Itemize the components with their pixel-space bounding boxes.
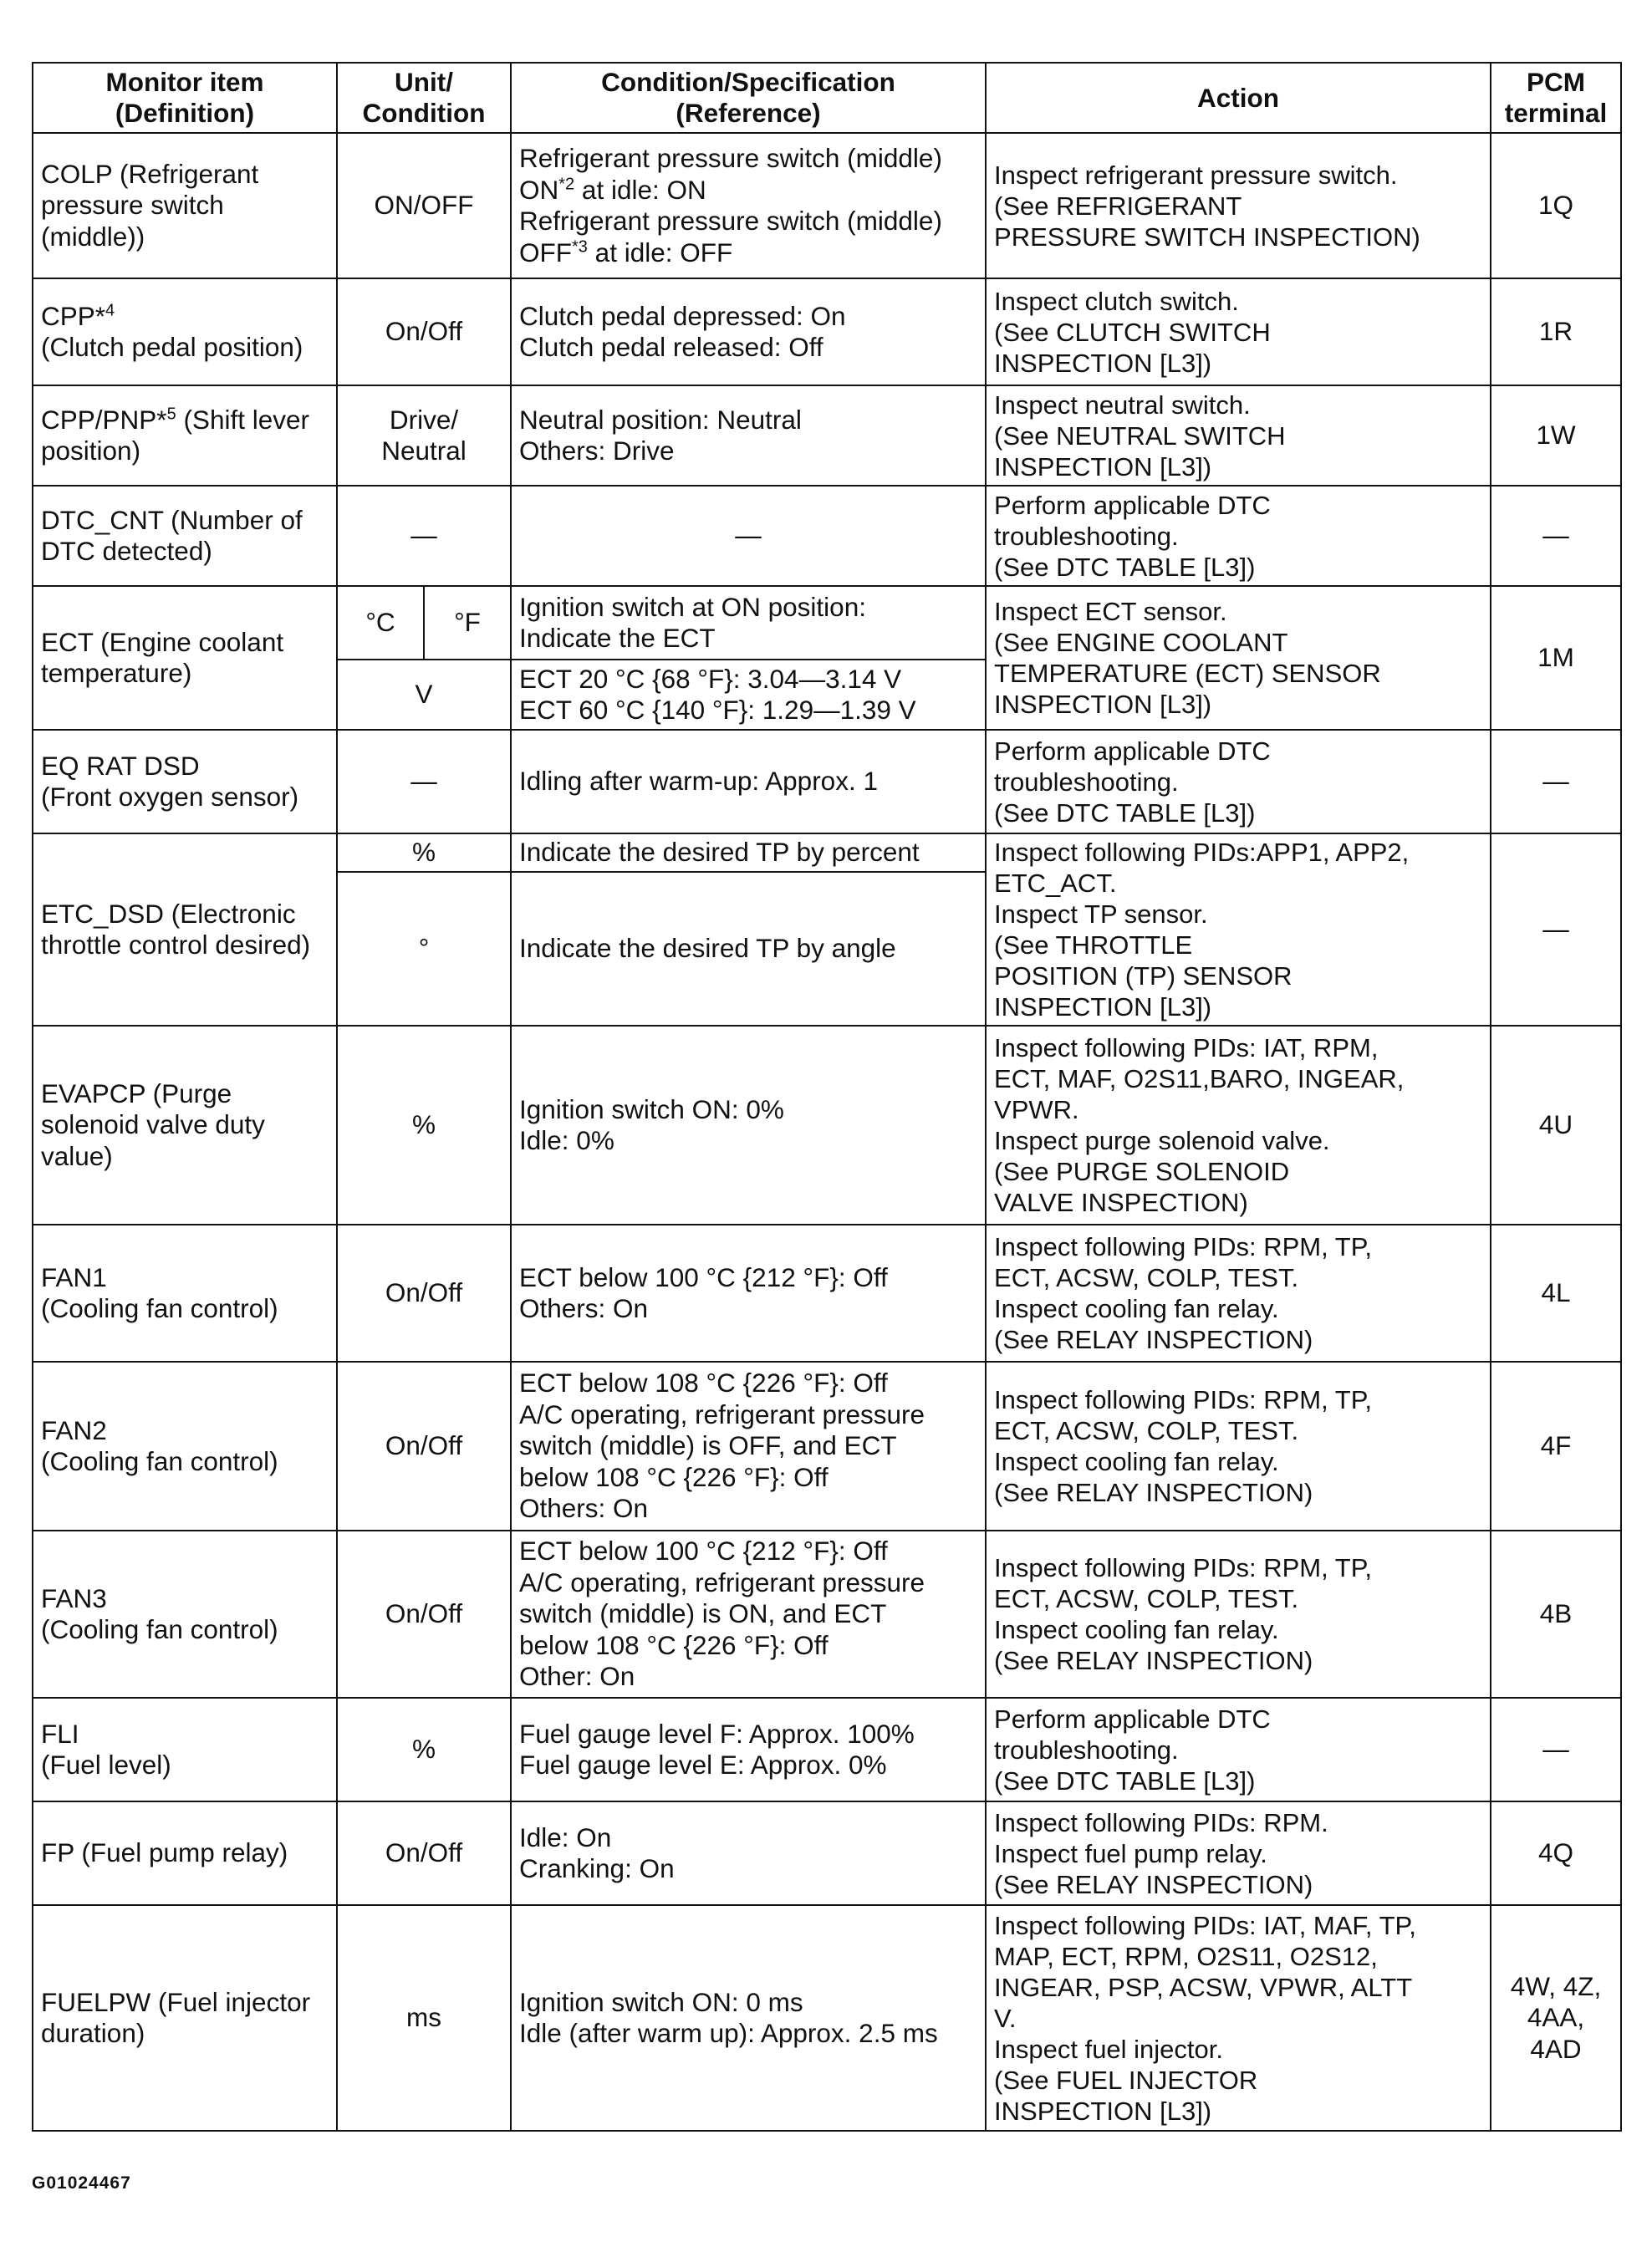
monitor-item-cell: EQ RAT DSD (Front oxygen sensor) xyxy=(33,730,337,833)
header-unit-condition: Unit/ Condition xyxy=(337,63,511,133)
unit-cell: On/Off xyxy=(337,1801,511,1905)
pcm-terminal-cell: — xyxy=(1491,730,1621,833)
condition-cell: Fuel gauge level F: Approx. 100% Fuel gauge level E: Approx. 0% xyxy=(511,1698,986,1801)
action-cell: Inspect clutch switch. (See CLUTCH SWITCH INSPECTION [L3]) xyxy=(986,278,1491,385)
table-row-colp xyxy=(33,133,1621,278)
condition-cell: Idling after warm-up: Approx. 1 xyxy=(511,730,986,833)
monitor-item-cell xyxy=(33,385,337,486)
condition-cell: Idle: On Cranking: On xyxy=(511,1801,986,1905)
table-row-eq-rat-dsd xyxy=(33,730,1621,833)
action-cell: Inspect following PIDs: RPM. Inspect fuel pump relay. (See RELAY INSPECTION) xyxy=(986,1801,1491,1905)
action-cell: Perform applicable DTC troubleshooting. (See DTC TABLE [L3]) xyxy=(986,486,1491,586)
condition-cell: Clutch pedal depressed: On Clutch pedal released: Off xyxy=(511,278,986,385)
footnote-marker: *3 xyxy=(572,237,588,256)
unit-cell: ON/OFF xyxy=(337,133,511,278)
condition-cell: ECT below 100 °C {212 °F}: Off A/C operating, refrigerant pressure switch (middle) is ON, and ECT below 108 °C {226 °F}: Off Other: On xyxy=(511,1531,986,1698)
condition-cell: ECT below 100 °C {212 °F}: Off Others: On xyxy=(511,1225,986,1362)
footnote-marker: *2 xyxy=(558,175,575,193)
monitor-item-cell: ETC_DSD (Electronic throttle control desired) xyxy=(33,833,337,1026)
unit-cell: % xyxy=(337,1026,511,1225)
table-row-cpp xyxy=(33,278,1621,385)
action-cell: Inspect following PIDs: RPM, TP, ECT, ACSW, COLP, TEST. Inspect cooling fan relay. (See RELAY INSPECTION) xyxy=(986,1531,1491,1698)
table-row-fuelpw xyxy=(33,1905,1621,2131)
monitor-item-cell: DTC_CNT (Number of DTC detected) xyxy=(33,486,337,586)
pcm-terminal-cell: 4L xyxy=(1491,1225,1621,1362)
monitor-item-table-sheet xyxy=(32,62,1620,2132)
pcm-terminal-cell: 1R xyxy=(1491,278,1621,385)
condition-cell: Indicate the desired TP by angle xyxy=(511,872,986,1026)
unit-cell: On/Off xyxy=(337,278,511,385)
monitor-item-text: CPP* xyxy=(41,300,106,331)
table-row-ect xyxy=(33,586,1621,660)
pcm-terminal-cell: — xyxy=(1491,486,1621,586)
action-cell: Inspect following PIDs: IAT, MAF, TP, MAP, ECT, RPM, O2S11, O2S12, INGEAR, PSP, ACSW, VPWR, ALTT V. Inspect fuel injector. (See FUEL INJECTOR INSPECTION [L3]) xyxy=(986,1905,1491,2131)
monitor-item-cell: ECT (Engine coolant temperature) xyxy=(33,586,337,730)
monitor-item-cell: FAN1 (Cooling fan control) xyxy=(33,1225,337,1362)
monitor-item-cell: COLP (Refrigerant pressure switch (middle)) xyxy=(33,133,337,278)
monitor-item-text: CPP/PNP* xyxy=(41,404,167,435)
monitor-item-text: (Shift lever position) xyxy=(41,404,309,466)
table-row-fan3 xyxy=(33,1531,1621,1698)
header-condition-specification: Condition/Specification (Reference) xyxy=(511,63,986,133)
table-row-fli xyxy=(33,1698,1621,1801)
pcm-terminal-cell: 4F xyxy=(1491,1362,1621,1531)
condition-cell xyxy=(511,133,986,278)
pid-monitor-table xyxy=(32,62,1622,2132)
action-cell: Perform applicable DTC troubleshooting. (See DTC TABLE [L3]) xyxy=(986,730,1491,833)
condition-text: at idle: OFF xyxy=(587,237,733,267)
unit-cell: % xyxy=(337,1698,511,1801)
unit-cell: On/Off xyxy=(337,1531,511,1698)
pcm-terminal-cell: 1W xyxy=(1491,385,1621,486)
action-cell: Inspect following PIDs: RPM, TP, ECT, ACSW, COLP, TEST. Inspect cooling fan relay. (See RELAY INSPECTION) xyxy=(986,1225,1491,1362)
condition-cell: Ignition switch ON: 0 ms Idle (after warm up): Approx. 2.5 ms xyxy=(511,1905,986,2131)
action-cell: Inspect refrigerant pressure switch. (See REFRIGERANT PRESSURE SWITCH INSPECTION) xyxy=(986,133,1491,278)
unit-celsius-cell: °C xyxy=(337,586,424,660)
monitor-item-cell: FP (Fuel pump relay) xyxy=(33,1801,337,1905)
action-cell: Inspect following PIDs: IAT, RPM, ECT, MAF, O2S11,BARO, INGEAR, VPWR. Inspect purge solenoid valve. (See PURGE SOLENOID VALVE INSPECTION) xyxy=(986,1026,1491,1225)
unit-cell: — xyxy=(337,730,511,833)
unit-percent-cell: % xyxy=(337,833,511,872)
condition-cell: Indicate the desired TP by percent xyxy=(511,833,986,872)
header-pcm-terminal: PCM terminal xyxy=(1491,63,1621,133)
condition-cell: Neutral position: Neutral Others: Drive xyxy=(511,385,986,486)
action-cell: Inspect neutral switch. (See NEUTRAL SWITCH INSPECTION [L3]) xyxy=(986,385,1491,486)
unit-fahrenheit-cell: °F xyxy=(424,586,511,660)
action-cell: Inspect ECT sensor. (See ENGINE COOLANT TEMPERATURE (ECT) SENSOR INSPECTION [L3]) xyxy=(986,586,1491,730)
monitor-item-cell: FAN2 (Cooling fan control) xyxy=(33,1362,337,1531)
unit-degree-cell: ° xyxy=(337,872,511,1026)
pcm-terminal-cell: 4W, 4Z, 4AA, 4AD xyxy=(1491,1905,1621,2131)
table-header-row xyxy=(33,63,1621,133)
condition-cell: ECT 20 °C {68 °F}: 3.04—3.14 V ECT 60 °C {140 °F}: 1.29—1.39 V xyxy=(511,660,986,730)
unit-cell: On/Off xyxy=(337,1225,511,1362)
unit-cell: Drive/ Neutral xyxy=(337,385,511,486)
footnote-marker: 4 xyxy=(105,301,115,319)
monitor-item-cell: FAN3 (Cooling fan control) xyxy=(33,1531,337,1698)
pcm-terminal-cell: 1Q xyxy=(1491,133,1621,278)
table-row-cpp-pnp xyxy=(33,385,1621,486)
table-row-fp xyxy=(33,1801,1621,1905)
footnote-marker: 5 xyxy=(166,405,176,423)
table-row-evapcp xyxy=(33,1026,1621,1225)
monitor-item-cell: FUELPW (Fuel injector duration) xyxy=(33,1905,337,2131)
action-cell: Inspect following PIDs: RPM, TP, ECT, ACSW, COLP, TEST. Inspect cooling fan relay. (See RELAY INSPECTION) xyxy=(986,1362,1491,1531)
condition-cell: — xyxy=(511,486,986,586)
action-cell: Perform applicable DTC troubleshooting. (See DTC TABLE [L3]) xyxy=(986,1698,1491,1801)
condition-cell: Ignition switch at ON position: Indicate the ECT xyxy=(511,586,986,660)
pcm-terminal-cell: — xyxy=(1491,1698,1621,1801)
monitor-item-cell xyxy=(33,278,337,385)
monitor-item-text: (Clutch pedal position) xyxy=(41,332,303,362)
pcm-terminal-cell: 4U xyxy=(1491,1026,1621,1225)
unit-cell: On/Off xyxy=(337,1362,511,1531)
header-action: Action xyxy=(986,63,1491,133)
condition-text: at idle: ON Refrigerant pressure switch (middle) OFF xyxy=(519,174,942,267)
pcm-terminal-cell: — xyxy=(1491,833,1621,1026)
condition-cell: Ignition switch ON: 0% Idle: 0% xyxy=(511,1026,986,1225)
monitor-item-cell: EVAPCP (Purge solenoid valve duty value) xyxy=(33,1026,337,1225)
header-monitor-item: Monitor item (Definition) xyxy=(33,63,337,133)
figure-id-label: G01024467 xyxy=(32,2173,131,2193)
table-row-fan1 xyxy=(33,1225,1621,1362)
unit-cell: ms xyxy=(337,1905,511,2131)
monitor-item-cell: FLI (Fuel level) xyxy=(33,1698,337,1801)
table-row-fan2 xyxy=(33,1362,1621,1531)
pcm-terminal-cell: 4B xyxy=(1491,1531,1621,1698)
pcm-terminal-cell: 4Q xyxy=(1491,1801,1621,1905)
unit-volt-cell: V xyxy=(337,660,511,730)
pcm-terminal-cell: 1M xyxy=(1491,586,1621,730)
condition-text: Refrigerant pressure switch (middle) ON xyxy=(519,143,942,205)
action-cell: Inspect following PIDs:APP1, APP2, ETC_ACT. Inspect TP sensor. (See THROTTLE POSITION (TP) SENSOR INSPECTION [L3]) xyxy=(986,833,1491,1026)
table-row-etc-dsd xyxy=(33,833,1621,872)
unit-cell: — xyxy=(337,486,511,586)
condition-cell: ECT below 108 °C {226 °F}: Off A/C operating, refrigerant pressure switch (middle) is OFF, and ECT below 108 °C {226 °F}: Off Others: On xyxy=(511,1362,986,1531)
table-row-dtc-cnt xyxy=(33,486,1621,586)
